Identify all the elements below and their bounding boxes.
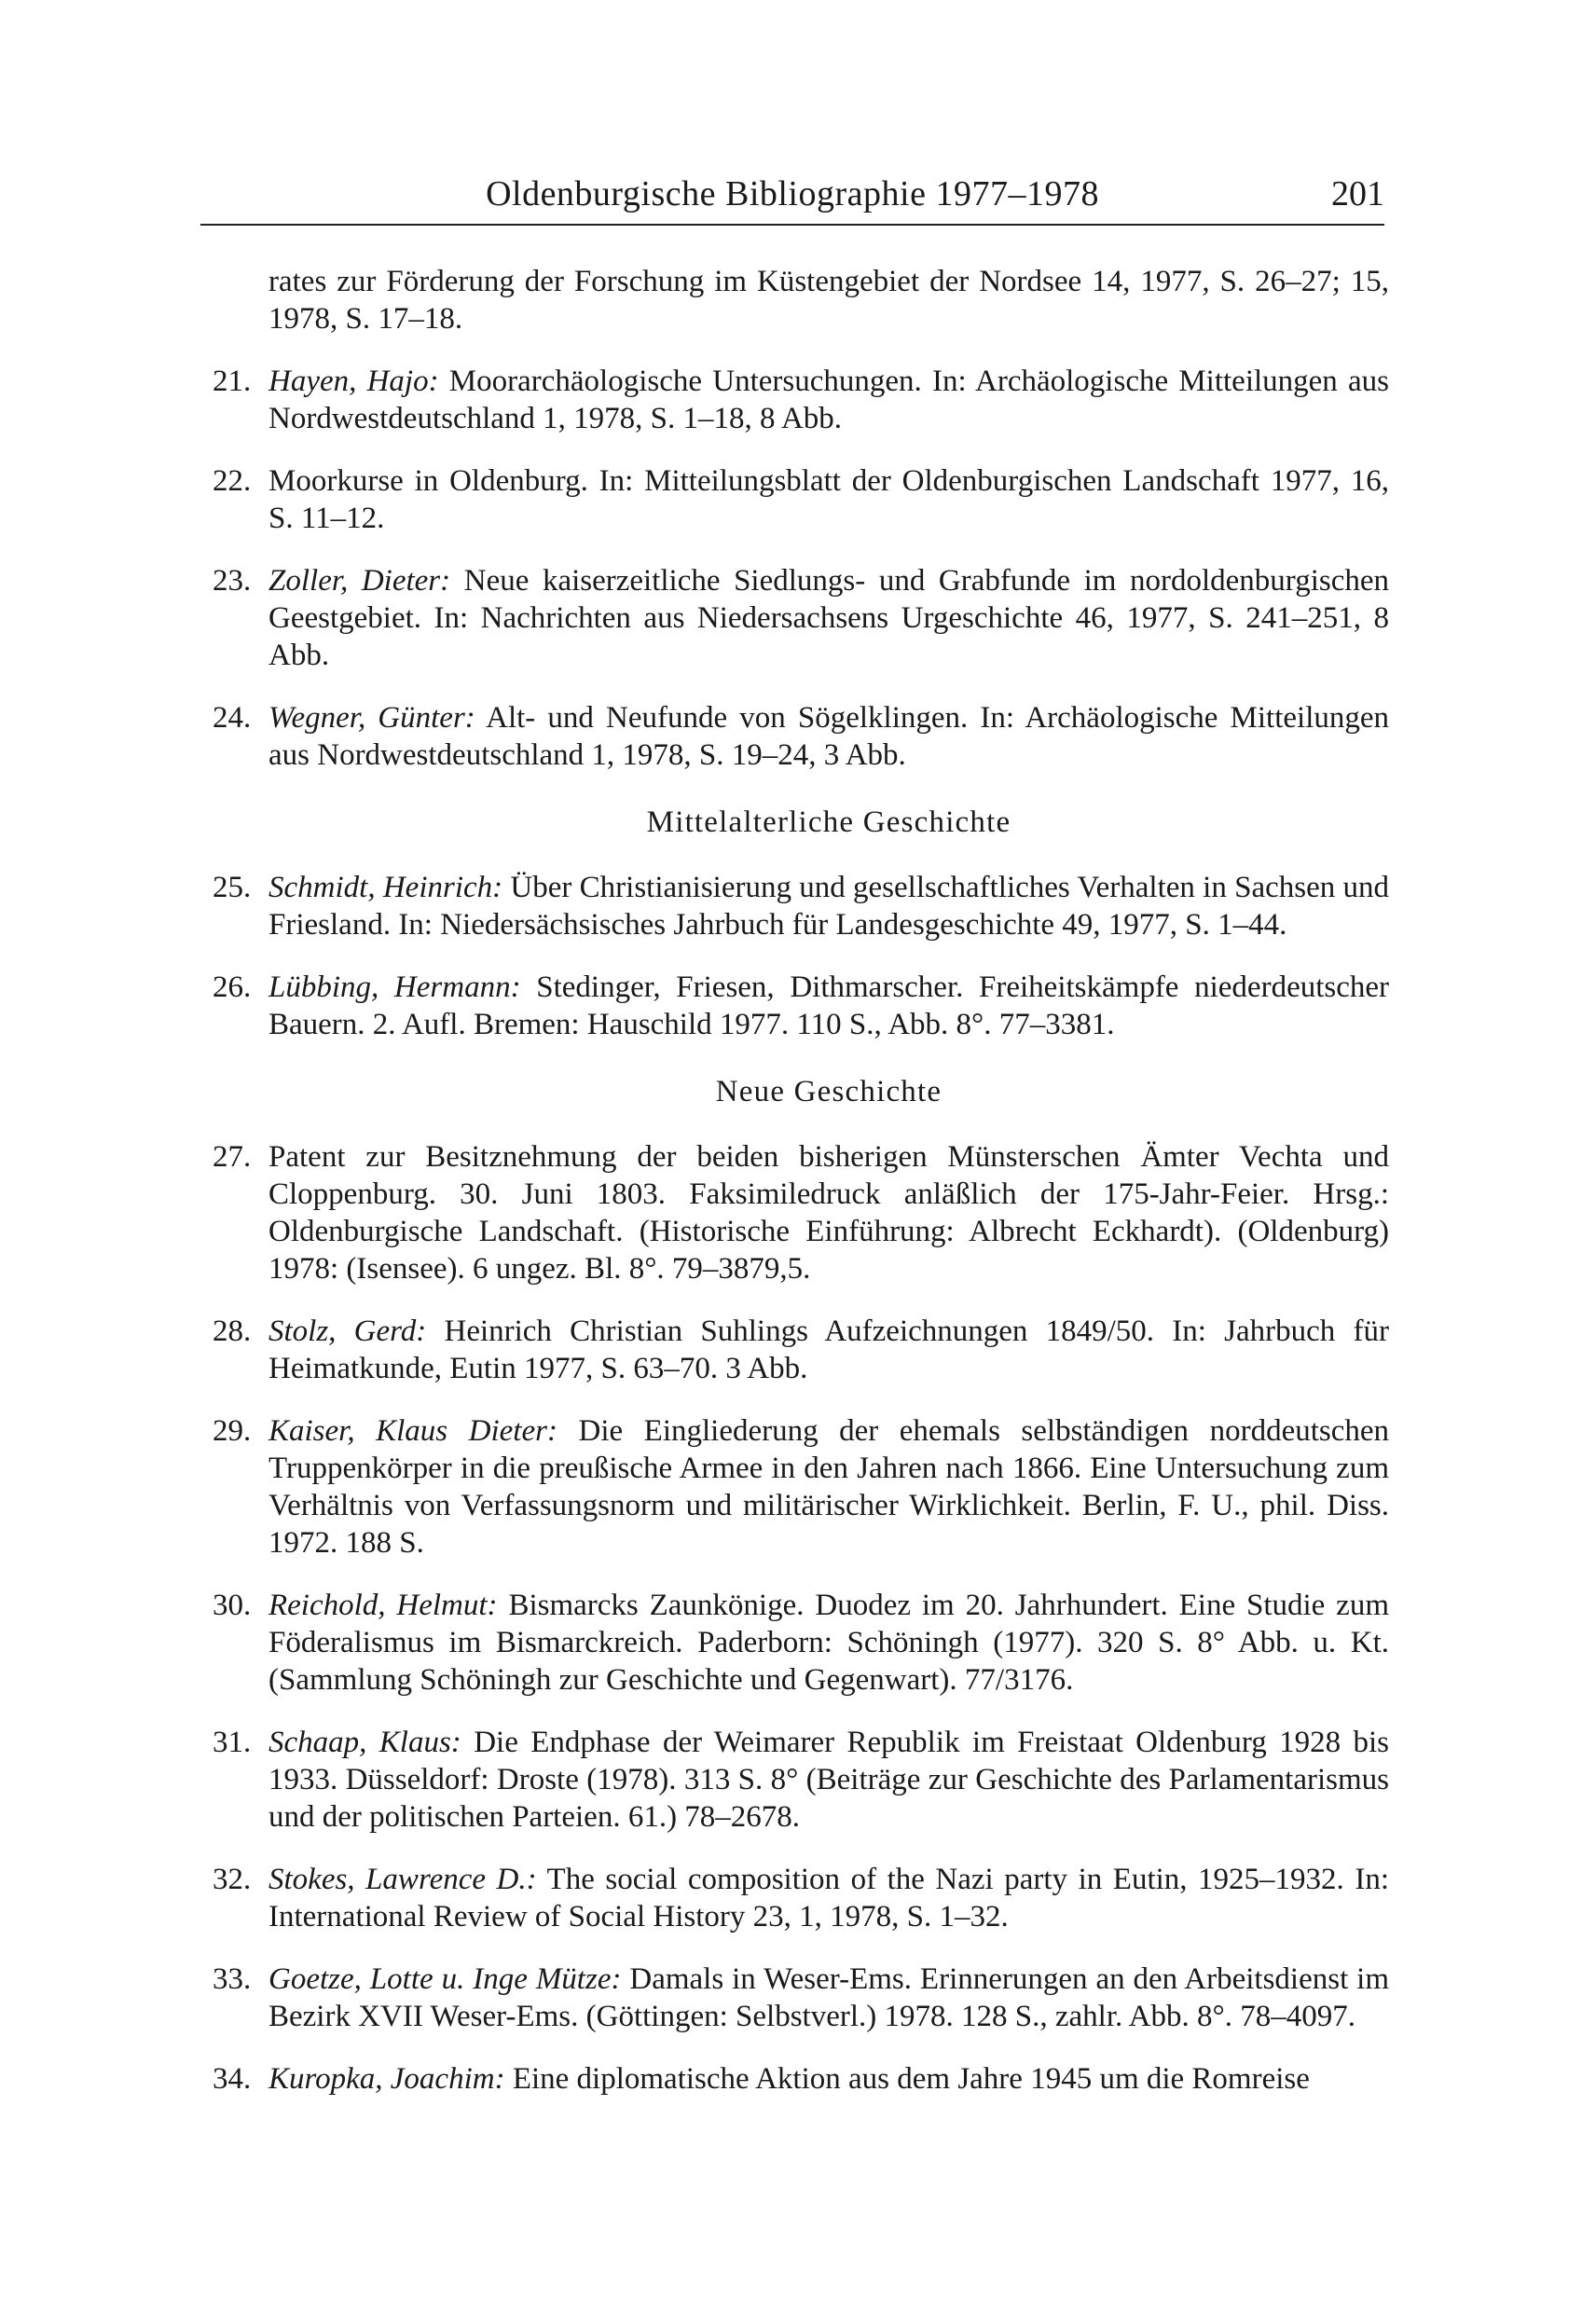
entry-group-medieval <box>213 869 1390 1043</box>
entry-text: Heinrich Christian Suhlings Aufzeichnungen 1849/50. In: Jahrbuch für Heimatkunde, Eutin 1977, S. 63–70. 3 Abb. <box>268 1314 1390 1385</box>
entry-text: Neue kaiserzeitliche Siedlungs- und Grabfunde im nordoldenburgischen Geestgebiet. In: Nachrichten aus Niedersachsens Urgeschichte 46, 1977, S. 241–251, 8 Abb. <box>268 564 1389 672</box>
entry-number: 23. <box>213 564 252 598</box>
entry-text: Die Eingliederung der ehemals selbständigen norddeutschen Truppenkörper in die preußische Armee in den Jahren nach 1866. Eine Untersuchung zum Verhältnis von Verfassungsnorm und militärischer Wirklichkeit. Berlin, F. U., phil. Diss. 1972. 188 S. <box>268 1414 1390 1560</box>
entry-text: Eine diplomatische Aktion aus dem Jahre 1945 um die Romreise <box>512 2062 1310 2096</box>
entry-text: Bismarcks Zaunkönige. Duodez im 20. Jahrhundert. Eine Studie zum Föderalismus im Bismarckreich. Paderborn: Schöningh (1977). 320 S. 8° Abb. u. Kt. (Sammlung Schöningh zur Geschichte und Gegenwart). 77/3176. <box>268 1589 1389 1697</box>
entry-text: The social composition of the Nazi party in Eutin, 1925–1932. In: International Review of Social History 23, 1, 1978, S. 1–32. <box>268 1863 1389 1934</box>
bibliography-entry <box>213 2060 1389 2098</box>
entry-number: 28. <box>213 1314 252 1348</box>
bibliography-entry <box>213 462 1389 537</box>
entry-number: 34. <box>213 2062 252 2096</box>
bibliography-entry <box>213 363 1389 437</box>
entry-number: 31. <box>213 1726 252 1759</box>
entry-author: Wegner, Günter: <box>268 701 475 735</box>
entry-number: 21. <box>213 365 252 398</box>
entry-text: Die Endphase der Weimarer Republik im Freistaat Oldenburg 1928 bis 1933. Düsseldorf: Droste (1978). 313 S. 8° (Beiträge zur Geschichte des Parlamentarismus und der politischen Parteien. 61.) 78–2678. <box>268 1726 1390 1834</box>
entry-text: Moorkurse in Oldenburg. In: Mitteilungsblatt der Oldenburgischen Landschaft 1977, 16, S. 11–12. <box>268 464 1389 535</box>
bibliography-entry <box>213 1861 1389 1935</box>
entry-number: 26. <box>213 970 252 1004</box>
entry-author: Lübbing, Hermann: <box>268 970 521 1004</box>
entry-number: 33. <box>213 1962 252 1996</box>
bibliography-entry <box>213 1587 1389 1699</box>
entry-text: Patent zur Besitznehmung der beiden bisherigen Münsterschen Ämter Vechta und Cloppenburg. 30. Juni 1803. Faksimiledruck anläßlich der 175-Jahr-Feier. Hrsg.: Oldenburgische Landschaft. (Historische Einführung: Albrecht Eckhardt). (Oldenburg) 1978: (Isensee). 6 ungez. Bl. 8°. 79–3879,5. <box>268 1140 1389 1286</box>
entry-text: Moorarchäologische Untersuchungen. In: Archäologische Mitteilungen aus Nordwestdeutschland 1, 1978, S. 1–18, 8 Abb. <box>268 365 1389 435</box>
entry-text: Über Christianisierung und gesellschaftliches Verhalten in Sachsen und Friesland. In: Niedersächsisches Jahrbuch für Landesgeschichte 49, 1977, S. 1–44. <box>268 871 1390 942</box>
entry-number: 22. <box>213 464 252 498</box>
page-number: 201 <box>1331 174 1384 213</box>
bibliography-entry <box>213 1138 1389 1287</box>
bibliography-body <box>213 263 1390 2123</box>
bibliography-entry <box>213 869 1390 943</box>
section-heading-medieval: Mittelalterliche Geschichte <box>646 805 1011 839</box>
entry-text: Stedinger, Friesen, Dithmarscher. Freiheitskämpfe niederdeutscher Bauern. 2. Aufl. Bremen: Hauschild 1977. 110 S., Abb. 8°. 77–3381. <box>268 970 1390 1041</box>
entry-number: 32. <box>213 1863 252 1896</box>
bibliography-entry <box>213 1412 1390 1562</box>
entry-number: 27. <box>213 1140 252 1174</box>
entry-number: 30. <box>213 1589 252 1622</box>
entry-group-prehistory <box>213 363 1390 774</box>
bibliography-entry <box>213 1961 1390 2035</box>
entry-author: Schaap, Klaus: <box>268 1726 461 1759</box>
entry-author: Reichold, Helmut: <box>268 1589 498 1622</box>
entry-author: Goetze, Lotte u. Inge Mütze: <box>268 1962 622 1996</box>
bibliography-entry <box>213 699 1390 774</box>
bibliography-entry <box>213 562 1389 674</box>
header-title: Oldenburgische Bibliographie 1977–1978 <box>486 174 1099 213</box>
entry-author: Hayen, Hajo: <box>268 365 439 398</box>
entry-author: Kaiser, Klaus Dieter: <box>268 1414 557 1448</box>
entry-number: 25. <box>213 871 252 904</box>
section-heading-modern: Neue Geschichte <box>715 1075 942 1108</box>
continuation-text: rates zur Förderung der Forschung im Küstengebiet der Nordsee 14, 1977, S. 26–27; 15, 1978, S. 17–18. <box>268 265 1389 336</box>
entry-number: 29. <box>213 1414 252 1448</box>
entry-author: Schmidt, Heinrich: <box>268 871 503 904</box>
entry-author: Stolz, Gerd: <box>268 1314 427 1348</box>
running-header <box>200 168 1384 226</box>
entry-author: Stokes, Lawrence D.: <box>268 1863 537 1896</box>
entry-group-modern <box>213 1138 1390 2098</box>
entry-author: Zoller, Dieter: <box>268 564 451 598</box>
bibliography-entry <box>213 1724 1390 1836</box>
entry-text: Alt- und Neufunde von Sögelklingen. In: Archäologische Mitteilungen aus Nordwestdeutschland 1, 1978, S. 19–24, 3 Abb. <box>268 701 1390 772</box>
bibliography-entry <box>213 969 1390 1043</box>
entry-text: Damals in Weser-Ems. Erinnerungen an den Arbeitsdienst im Bezirk XVII Weser-Ems. (Göttingen: Selbstverl.) 1978. 128 S., zahlr. Abb. 8°. 78–4097. <box>268 1962 1390 2033</box>
bibliography-entry <box>213 1313 1390 1387</box>
entry-number: 24. <box>213 701 252 735</box>
entry-author: Kuropka, Joachim: <box>268 2062 505 2096</box>
